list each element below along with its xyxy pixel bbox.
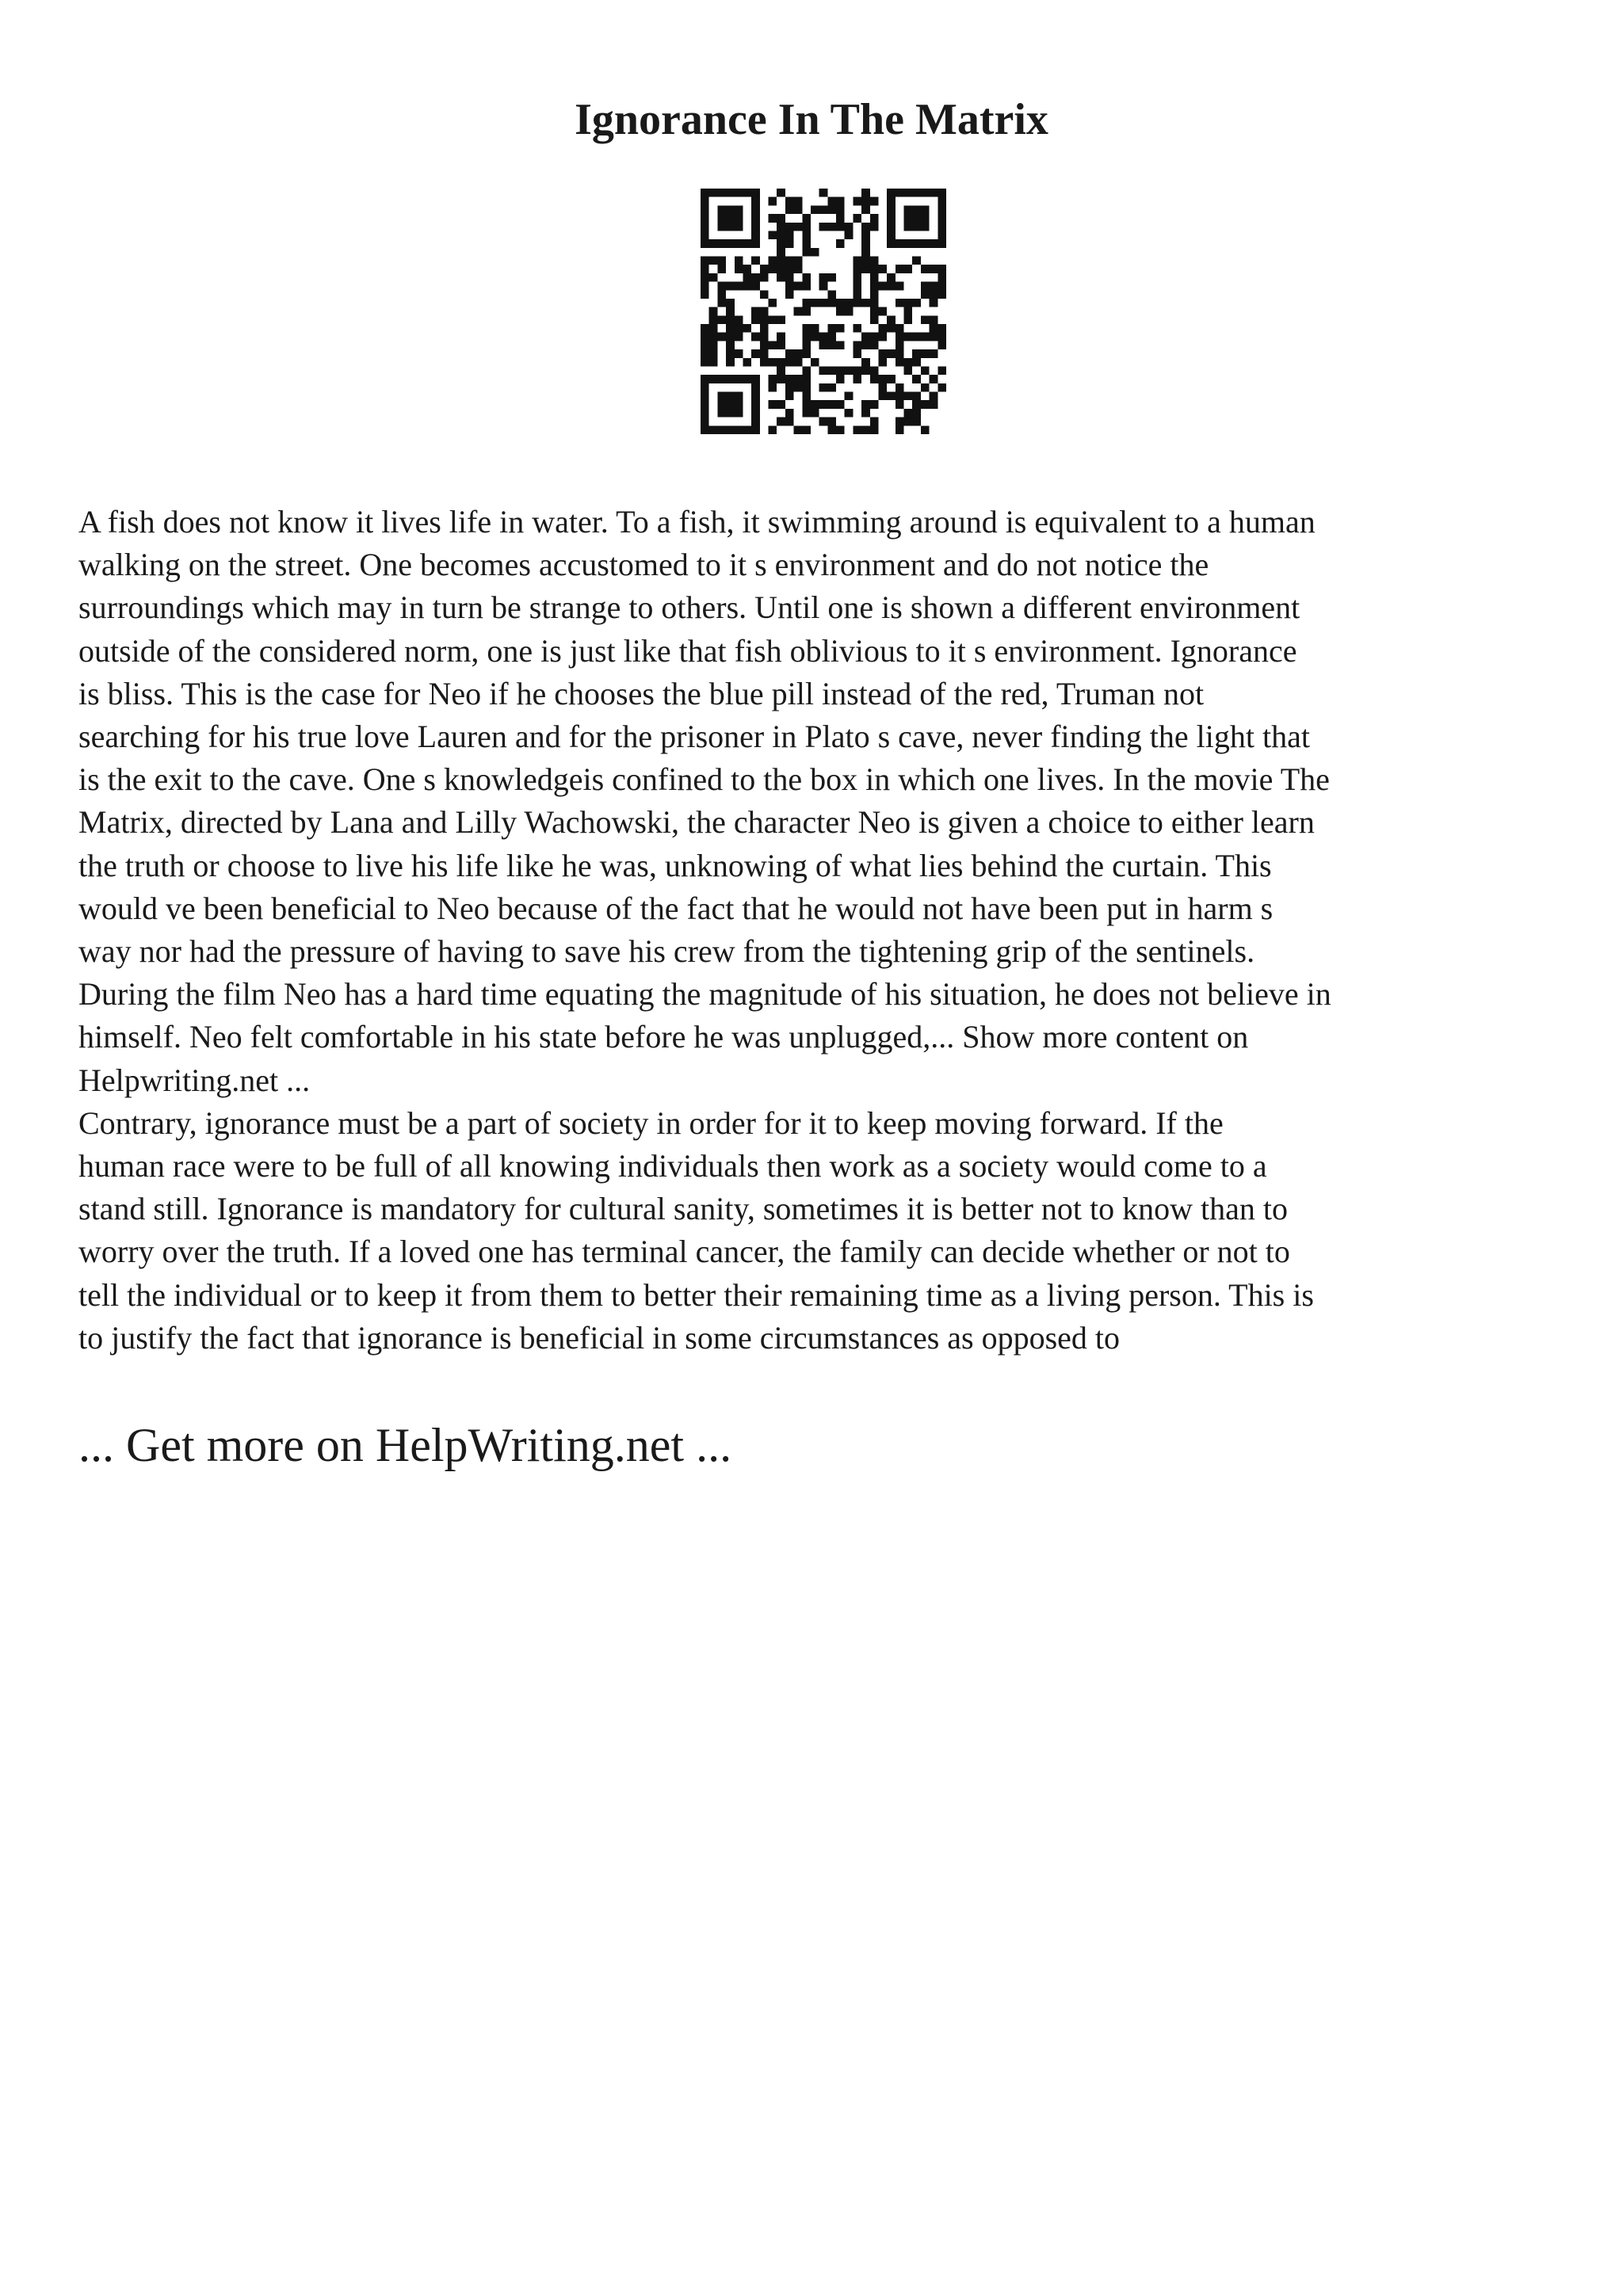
footer-link[interactable]: ... Get more on HelpWriting.net ... — [78, 1419, 732, 1471]
paragraph-2: Contrary, ignorance must be a part of society in order for it to keep moving forward. If the human race were to be full of all knowing individuals then work as a society would come to a stand still. Ignorance is mandatory for cultural sanity, sometimes it is better not to know than to worry over the truth. If a loved one has terminal cancer, the family can decide whether or not to tell the individual or to keep it from them to better their remaining time as a living person. This is to justify the fact that ignorance is beneficial in some circumstances as opposed to — [78, 1104, 1314, 1356]
paragraph-1: A fish does not know it lives life in water. To a fish, it swimming around is equivalent to a human walking on the street. One becomes accustomed to it s environment and do not notice the surroundings which may in turn be strange to others. Until one is shown a different environment outside of the considered norm, one is just like that fish oblivious to it s environment. Ignorance is bliss. This is the case for Neo if he chooses the blue pill instead of the red, Truman not searching for his true love Lauren and for the prisoner in Plato s cave, never finding the light that is the exit to the cave. One s knowledgeis confined to the box in which one lives. In the movie The Matrix, directed by Lana and Lilly Wachowski, the character Neo is given a choice to either learn the truth or choose to live his life like he was, unknowing of what lies behind the curtain. This would ve been beneficial to Neo because of the fact that he would not have been put in harm s way nor had the pressure of having to save his crew from the tightening grip of the sentinels. During the film Neo has a hard time equating the magnitude of his situation, he does not believe in himself. Neo felt comfortable in his state before he was unplugged,... Show more content on Helpwriting.net ... — [78, 504, 1331, 1098]
qr-code-icon — [701, 189, 946, 434]
page-title: Ignorance In The Matrix — [575, 95, 1048, 144]
article-body — [78, 501, 1568, 1360]
